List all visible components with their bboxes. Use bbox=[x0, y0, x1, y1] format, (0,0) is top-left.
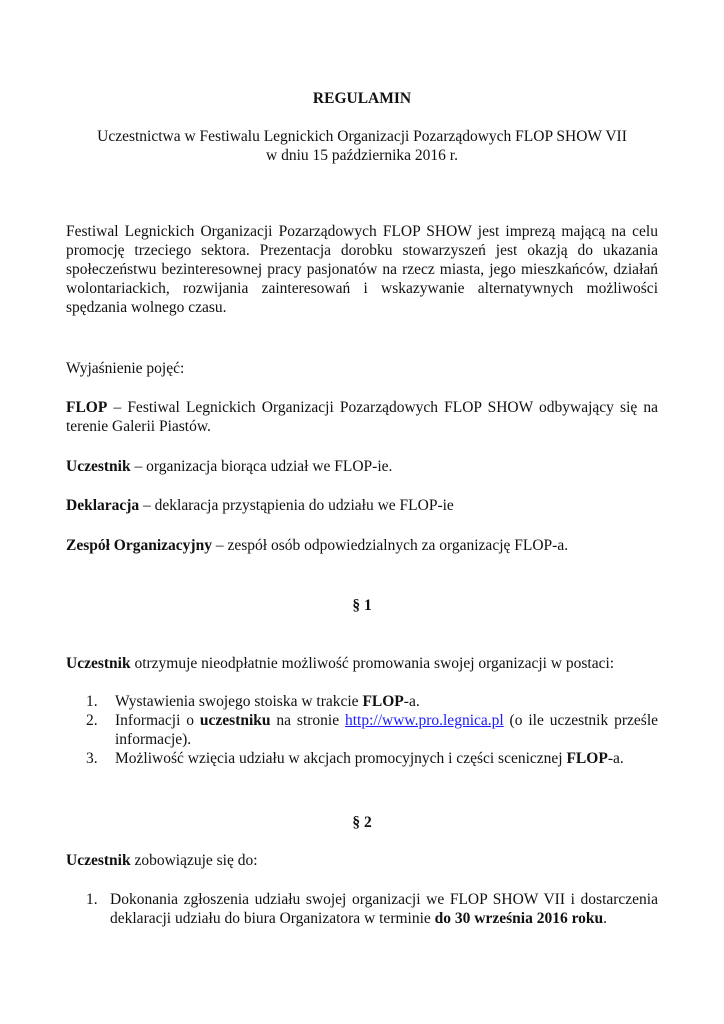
document-title: REGULAMIN bbox=[312, 90, 412, 107]
item-bold: FLOP bbox=[566, 750, 608, 767]
definition-term: Deklaracja bbox=[66, 497, 140, 514]
item-text-mid: na stronie bbox=[270, 712, 345, 729]
lead-term: Uczestnik bbox=[66, 852, 131, 869]
definition-term: Uczestnik bbox=[66, 458, 131, 475]
item-bold: uczestniku bbox=[199, 712, 271, 729]
item-text-end: -a. bbox=[607, 750, 624, 767]
subtitle-line-2: w dniu 15 października 2016 r. bbox=[266, 147, 458, 164]
list-number: 2. bbox=[86, 712, 98, 729]
item-bold: FLOP bbox=[362, 693, 404, 710]
lead-text: zobowiązuje się do: bbox=[130, 852, 258, 869]
website-link[interactable]: http://www.pro.legnica.pl bbox=[344, 712, 504, 729]
definition-text: – deklaracja przystąpienia do udziału we FLOP-ie bbox=[139, 497, 454, 514]
document-subtitle bbox=[66, 127, 658, 165]
definition-term: Zespół Organizacyjny bbox=[66, 537, 212, 554]
definition-flop bbox=[66, 398, 658, 436]
list-number: 3. bbox=[86, 750, 98, 767]
list-number: 1. bbox=[86, 693, 98, 710]
intro-paragraph: Festiwal Legnickich Organizacji Pozarządowych FLOP SHOW jest imprezą mającą na celu promocję trzeciego sektora. Prezentacja dorobku stowarzyszeń jest okazją do ukazania społeczeństwu bezinteresownej pracy pasjonatów na rzecz miasta, jego mieszkańców, działań wolontariackich, rozwijania zainteresowań i wskazywanie alternatywnych możliwości spędzania wolnego czasu. bbox=[66, 223, 658, 316]
item-text: Możliwość wzięcia udziału w akcjach promocyjnych i części scenicznej bbox=[115, 750, 567, 767]
section-2-lead bbox=[66, 851, 658, 870]
list-item bbox=[66, 890, 658, 928]
item-text-end: (o ile uczestnik prześle informacje). bbox=[115, 712, 659, 748]
section-1-list bbox=[66, 692, 658, 768]
section-2-heading: § 2 bbox=[352, 814, 372, 831]
lead-text: otrzymuje nieodpłatnie możliwość promowania swojej organizacji w postaci: bbox=[130, 655, 615, 672]
item-text-end: -a. bbox=[403, 693, 420, 710]
definition-zespol-organizacyjny bbox=[66, 536, 658, 555]
item-text: Dokonania zgłoszenia udziału swojej organizacji we FLOP SHOW VII i dostarczenia deklaracji udziału do biura Organizatora w terminie bbox=[110, 891, 658, 927]
section-1-lead bbox=[66, 654, 658, 673]
item-bold: do 30 września 2016 roku bbox=[434, 910, 604, 927]
item-text-end: . bbox=[603, 910, 608, 927]
definition-text: – organizacja biorąca udział we FLOP-ie. bbox=[130, 458, 393, 475]
definition-deklaracja bbox=[66, 496, 658, 515]
definition-term: FLOP bbox=[66, 399, 108, 416]
list-item bbox=[66, 711, 658, 749]
definition-text: – Festiwal Legnickich Organizacji Pozarządowych FLOP SHOW odbywający się na terenie Galerii Piastów. bbox=[66, 399, 658, 435]
list-number: 1. bbox=[86, 891, 98, 908]
item-text: Wystawienia swojego stoiska w trakcie bbox=[115, 693, 363, 710]
section-2-list bbox=[66, 890, 658, 928]
subtitle-line-1: Uczestnictwa w Festiwalu Legnickich Organizacji Pozarządowych FLOP SHOW VII bbox=[97, 128, 627, 145]
item-text: Informacji o bbox=[115, 712, 200, 729]
section-1-heading: § 1 bbox=[352, 597, 372, 614]
definition-uczestnik bbox=[66, 457, 658, 476]
list-item bbox=[66, 749, 658, 768]
explanation-heading: Wyjaśnienie pojęć: bbox=[66, 360, 185, 377]
definition-text: – zespół osób odpowiedzialnych za organizację FLOP-a. bbox=[211, 537, 569, 554]
lead-term: Uczestnik bbox=[66, 655, 131, 672]
list-item bbox=[66, 692, 658, 711]
